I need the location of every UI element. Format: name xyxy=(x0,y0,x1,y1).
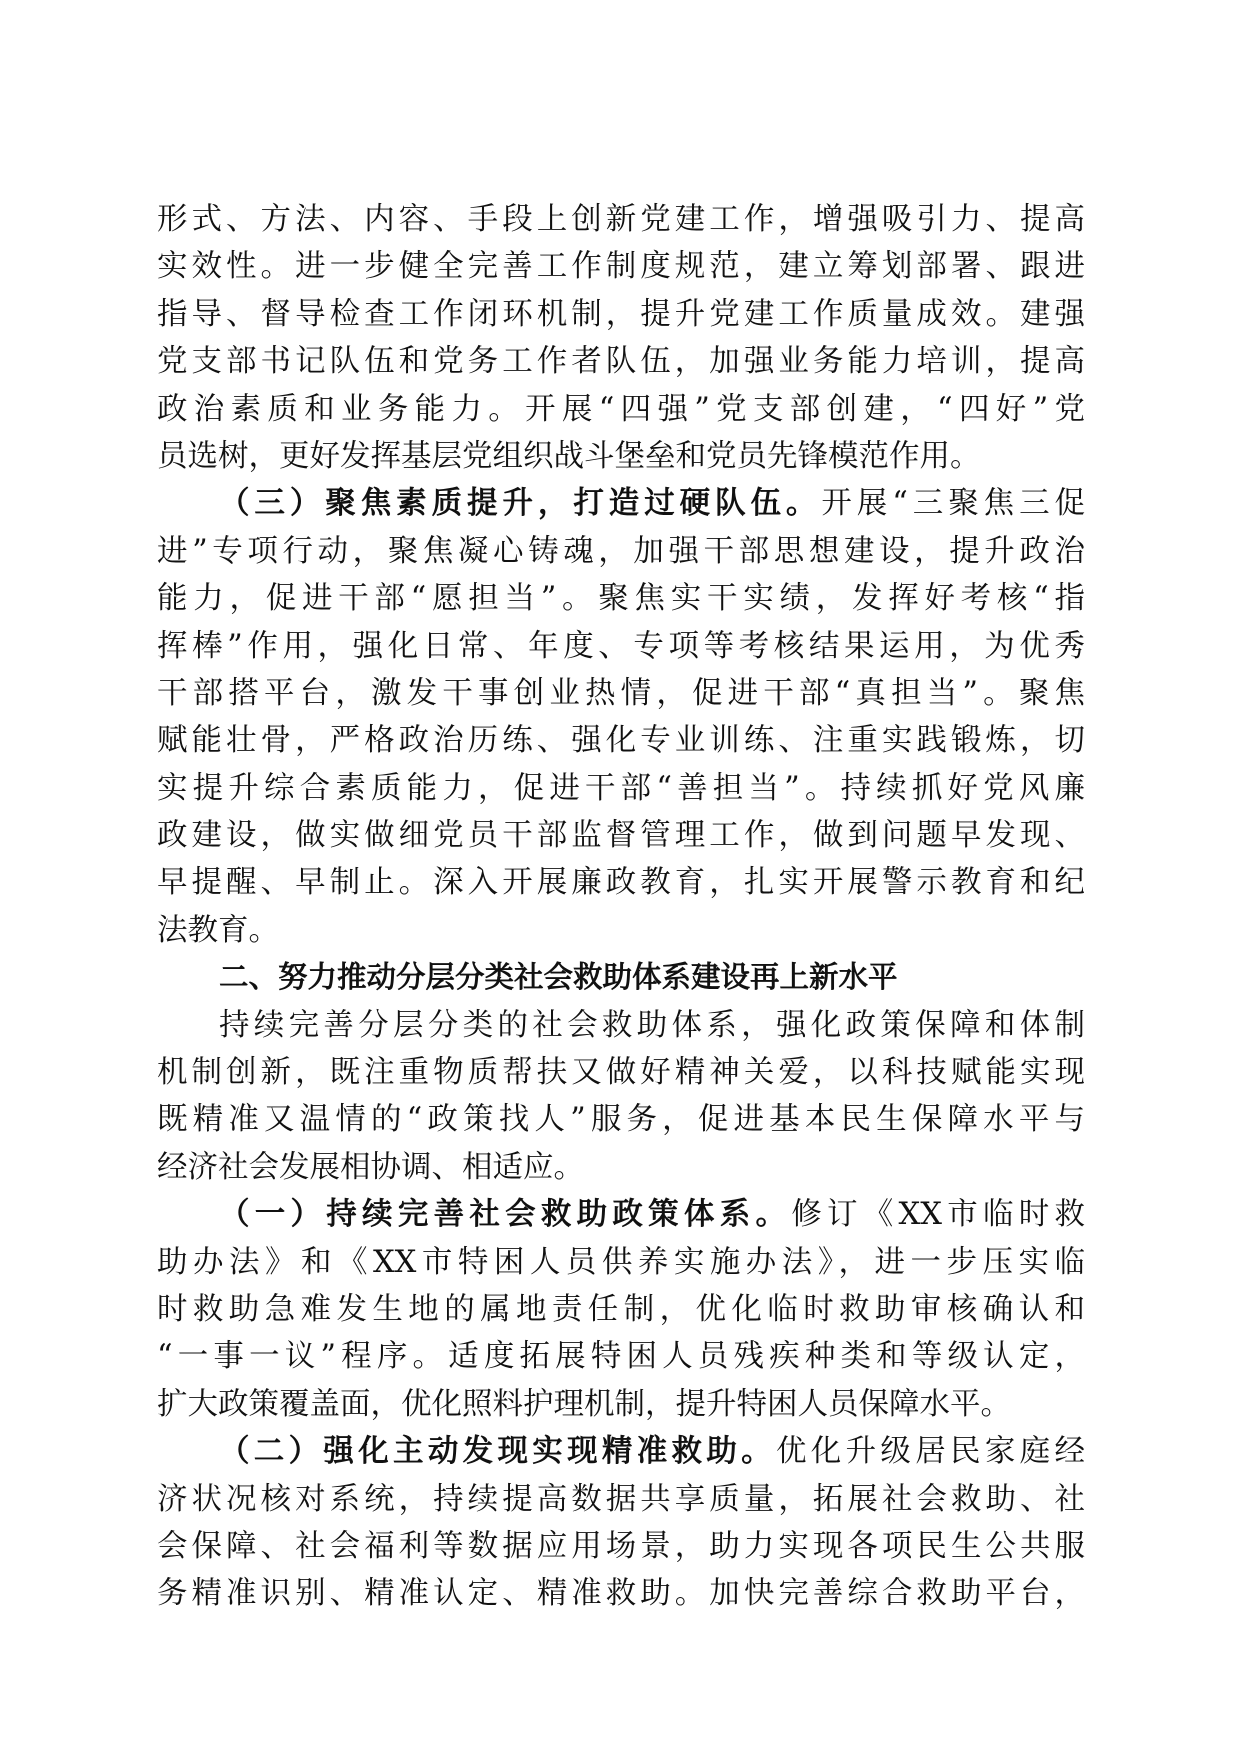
section-lead: （一）持续完善社会救助政策体系。 xyxy=(219,1196,792,1233)
text-line: 政治素质和业务能力。开展“四强”党支部创建，“四好”党 xyxy=(157,391,1085,427)
paragraph-party-building xyxy=(157,196,1085,480)
section-lead: （三）聚焦素质提升，打造过硬队伍。 xyxy=(219,485,822,522)
document-page xyxy=(157,196,1085,1618)
paragraph-quality-improvement xyxy=(157,480,1085,954)
section-lead: （二）强化主动发现实现精准救助。 xyxy=(219,1433,776,1470)
text-line xyxy=(157,1191,1085,1238)
text-line: 经济社会发展相协调、相适应。 xyxy=(157,1149,584,1185)
paragraph-social-assistance-intro xyxy=(157,1002,1085,1192)
text-line: 时救助急难发生地的属地责任制，优化临时救助审核确认和 xyxy=(157,1291,1085,1327)
text-line: 能力，促进干部“愿担当”。聚焦实干实绩，发挥好考核“指 xyxy=(157,581,1085,617)
text-line: 干部搭平台，激发干事创业热情，促进干部“真担当”。聚焦 xyxy=(157,675,1085,711)
text-line: 早提醒、早制止。深入开展廉政教育，扎实开展警示教育和纪 xyxy=(157,865,1085,901)
text-line: 助办法》和《XX市特困人员供养实施办法》，进一步压实临 xyxy=(157,1244,1085,1280)
text-line: 形式、方法、内容、手段上创新党建工作，增强吸引力、提高 xyxy=(157,202,1085,237)
text-line: 进”专项行动，聚焦凝心铸魂，加强干部思想建设，提升政治 xyxy=(157,533,1085,569)
text-line: 会保障、社会福利等数据应用场景，助力实现各项民生公共服 xyxy=(157,1528,1085,1564)
text-line: 扩大政策覆盖面，优化照料护理机制，提升特困人员保障水平。 xyxy=(157,1386,1011,1422)
text-line: 机制创新，既注重物质帮扶又做好精神关爱，以科技赋能实现 xyxy=(157,1055,1085,1091)
text-line: 指导、督导检查工作闭环机制，提升党建工作质量成效。建强 xyxy=(157,296,1085,332)
text-line: 实提升综合素质能力，促进干部“善担当”。持续抓好党风廉 xyxy=(157,770,1085,806)
text-line: 实效性。进一步健全完善工作制度规范，建立筹划部署、跟进 xyxy=(157,249,1085,285)
paragraph-precise-assistance xyxy=(157,1428,1085,1618)
text-line: 济状况核对系统，持续提高数据共享质量，拓展社会救助、社 xyxy=(157,1481,1085,1517)
text-line: 政建设，做实做细党员干部监督管理工作，做到问题早发现、 xyxy=(157,818,1085,854)
text-line: 务精准识别、精准认定、精准救助。加快完善综合救助平台， xyxy=(157,1576,1085,1612)
text-run: 开展“三聚焦三促 xyxy=(821,486,1086,522)
text-run: 修订《XX市临时救 xyxy=(791,1197,1085,1233)
text-line: “一事一议”程序。适度拓展特困人员残疾种类和等级认定， xyxy=(157,1339,1085,1375)
text-line: 法教育。 xyxy=(157,912,279,948)
paragraph-policy-system xyxy=(157,1191,1085,1428)
section-heading: 二、努力推动分层分类社会救助体系建设再上新水平 xyxy=(219,960,898,995)
text-line xyxy=(157,1428,1085,1475)
text-line: 员选树，更好发挥基层党组织战斗堡垒和党员先锋模范作用。 xyxy=(157,438,981,474)
text-line xyxy=(157,480,1085,527)
text-line: 党支部书记队伍和党务工作者队伍，加强业务能力培训，提高 xyxy=(157,344,1085,380)
text-line: 既精准又温情的“政策找人”服务，促进基本民生保障水平与 xyxy=(157,1102,1085,1138)
text-line: 挥棒”作用，强化日常、年度、专项等考核结果运用，为优秀 xyxy=(157,628,1085,664)
text-line: 持续完善分层分类的社会救助体系，强化政策保障和体制 xyxy=(219,1007,1085,1043)
text-line: 赋能壮骨，严格政治历练、强化专业训练、注重实践锻炼，切 xyxy=(157,723,1085,759)
text-run: 优化升级居民家庭经 xyxy=(776,1434,1085,1470)
